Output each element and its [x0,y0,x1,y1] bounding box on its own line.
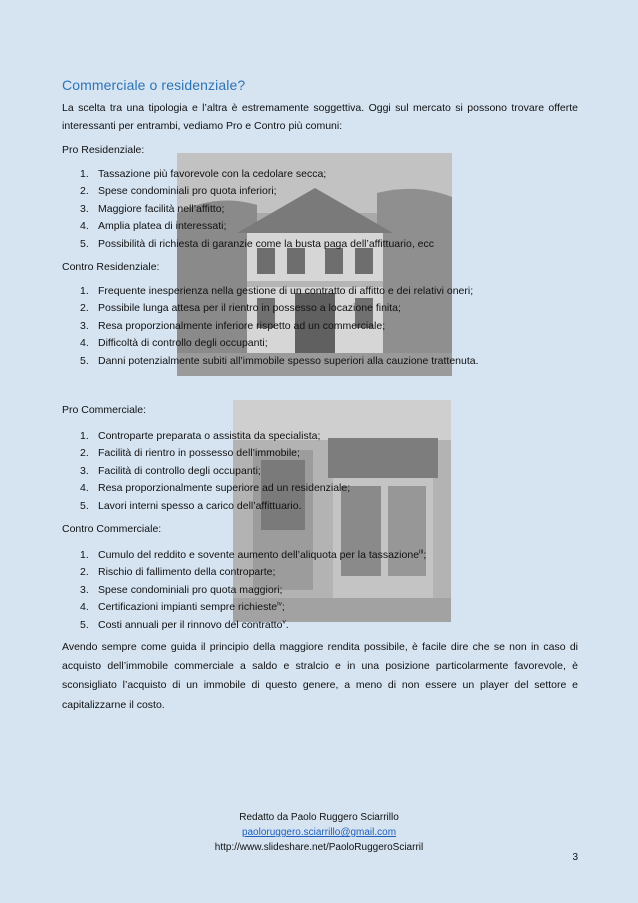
section-heading: Commerciale o residenziale? [62,77,246,93]
footer-email-link[interactable]: paoloruggero.sciarrillo@gmail.com [241,827,397,838]
list-item: 1. Frequente inesperienza nella gestione di un contratto di affitto e dei relativi oneri; [80,285,474,297]
list-item: 3. Resa proporzionalmente inferiore rispetto ad un commerciale; [80,319,386,332]
pro-commerciale-list [62,428,350,515]
list-item: 2. Spese condominiali pro quota inferiori; [80,185,277,198]
contro-residenziale-list [62,283,479,370]
list-item: 2. Facilità di rientro in possesso dell’immobile; [80,447,300,460]
list-item: 1. Tassazione più favorevole con la cedolare secca; [80,168,327,180]
endnote-ref: v [282,618,286,626]
pro-commerciale-label: Pro Commerciale: [62,404,147,416]
pro-residenziale-list [62,166,434,253]
list-item: 3. Facilità di controllo degli occupanti; [80,464,261,477]
endnote-ref: iv [277,600,282,608]
list-item: 3. Maggiore facilità nell’affitto; [80,202,225,215]
list-item: 4. Difficoltà di controllo degli occupanti; [80,337,268,350]
page-number: 3 [572,852,578,863]
list-item: 4. Resa proporzionalmente superiore ad un residenziale; [80,482,351,495]
pro-residenziale-label: Pro Residenziale: [62,144,145,156]
list-item: 2. Possibile lunga attesa per il rientro in possesso a locazione finita; [80,302,401,315]
list-item: 5. Danni potenzialmente subiti all’immobile spesso superiori alla cauzione trattenuta. [80,354,479,367]
contro-residenziale-label: Contro Residenziale: [62,261,160,273]
list-item: 5. Lavori interni spesso a carico dell’affittuario. [80,499,302,512]
list-item: 1. Controparte preparata o assistita da specialista; [80,430,321,442]
list-item: 2. Rischio di fallimento della controparte; [80,566,276,579]
intro-paragraph: La scelta tra una tipologia e l’altra è estremamente soggettiva. Oggi sul mercato si possono trovare offerte interessanti per entrambi, vediamo Pro e Contro più comuni: [62,102,578,132]
page-footer [0,810,638,855]
list-item: 4. Certificazioni impianti sempre richieste$^{iv}$; [80,600,285,614]
list-item: 4. Amplia platea di interessati; [80,220,227,233]
closing-paragraph: Avendo sempre come guida il principio della maggiore rendita possibile, è facile dire che se non in caso di acquisto dell’immobile commerciale a saldo e stralcio e in una posizione particolarmente favorevole, è sconsigliato l’acquisto di un immobile di questo genere, a meno di non essere un player del settore e capitalizzarne il costo. [62,641,578,711]
list-item: 5. Costi annuali per il rinnovo del contratto$^v$. [80,618,289,631]
footer-url[interactable]: http://www.slideshare.net/PaoloRuggeroSciarril [214,842,424,853]
footer-author: Redatto da Paolo Ruggero Sciarrillo [239,812,399,823]
endnote-ref: iii [419,548,424,556]
list-item: 3. Spese condominiali pro quota maggiori; [80,583,283,596]
list-item: 5. Possibilità di richiesta di garanzie come la busta paga dell’affittuario, ecc [80,237,434,250]
list-item: 1. Cumulo del reddito e sovente aumento dell’aliquota per la tassazione$^{iii}$; [80,548,427,561]
contro-commerciale-list [62,547,426,634]
contro-commerciale-label: Contro Commerciale: [62,523,162,535]
